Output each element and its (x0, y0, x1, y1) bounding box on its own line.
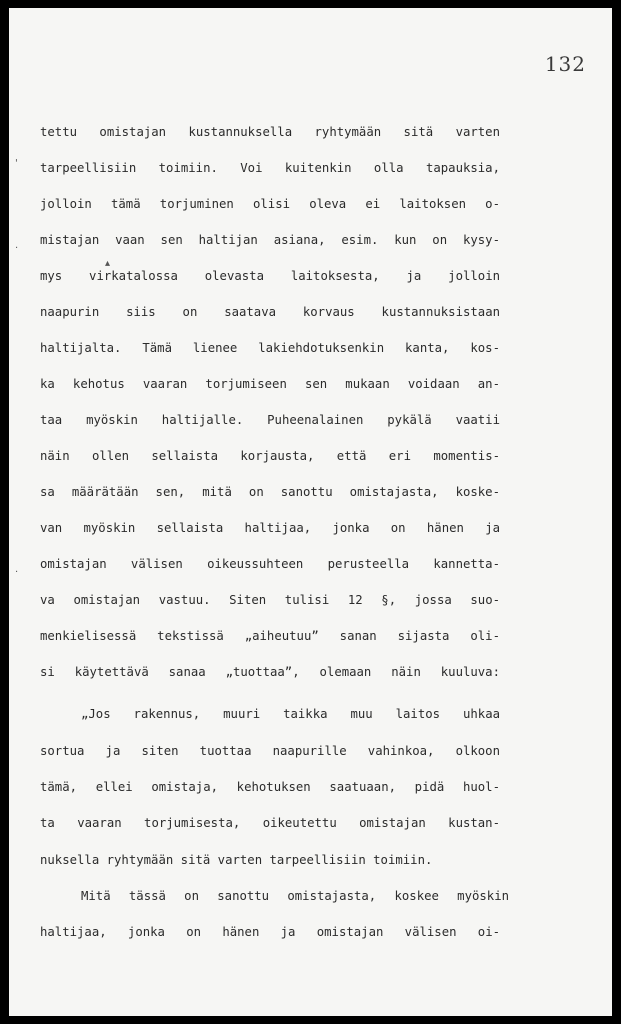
text-line: haltijalta. Tämä lienee lakiehdotuksenkin kanta, kos- (40, 341, 500, 355)
text-line: nuksella ryhtymään sitä varten tarpeellisiin toimiin. (40, 853, 433, 867)
text-line: si käytettävä sanaa „tuottaa”, olemaan näin kuuluva: (40, 665, 500, 679)
text-line: ta vaaran torjumisesta, oikeutettu omistajan kustan- (40, 816, 500, 830)
text-line: sa määrätään sen, mitä on sanottu omistajasta, koske- (40, 485, 500, 499)
text-line: van myöskin sellaista haltijaa, jonka on hänen ja (40, 521, 500, 535)
text-line: näin ollen sellaista korjausta, että eri momentis- (40, 449, 500, 463)
text-line: mys virkatalossa olevasta laitoksesta, ja jolloin (40, 269, 500, 283)
page-number: 132 (544, 52, 586, 76)
text-line: sortua ja siten tuottaa naapurille vahinkoa, olkoon (40, 744, 500, 758)
ink-mark: . (15, 240, 19, 251)
text-line: tettu omistajan kustannuksella ryhtymään sitä varten (40, 125, 500, 139)
text-line: menkielisessä tekstissä „aiheutuu” sanan sijasta oli- (40, 629, 500, 643)
ink-mark: ' (15, 158, 18, 169)
text-line: ka kehotus vaaran torjumiseen sen mukaan voidaan an- (40, 377, 500, 391)
text-line: naapurin siis on saatava korvaus kustannuksistaan (40, 305, 500, 319)
text-line: tämä, ellei omistaja, kehotuksen saatuaan, pidä huol- (40, 780, 500, 794)
text-line: mistajan vaan sen haltijan asiana, esim. kun on kysy- (40, 233, 500, 247)
text-line: omistajan välisen oikeussuhteen perusteella kannetta- (40, 557, 500, 571)
text-line: jolloin tämä torjuminen olisi oleva ei laitoksen o- (40, 197, 500, 211)
text-line: „Jos rakennus, muuri taikka muu laitos uhkaa (81, 707, 500, 721)
text-line: taa myöskin haltijalle. Puheenalainen pykälä vaatii (40, 413, 500, 427)
ink-mark: . (15, 564, 19, 575)
text-line: haltijaa, jonka on hänen ja omistajan välisen oi- (40, 925, 500, 939)
ink-mark: ▴ (105, 258, 111, 269)
text-line: Mitä tässä on sanottu omistajasta, koskee myöskin (81, 889, 509, 903)
text-line: va omistajan vastuu. Siten tulisi 12 §, jossa suo- (40, 593, 500, 607)
text-line: tarpeellisiin toimiin. Voi kuitenkin olla tapauksia, (40, 161, 500, 175)
document-page (9, 8, 612, 1016)
